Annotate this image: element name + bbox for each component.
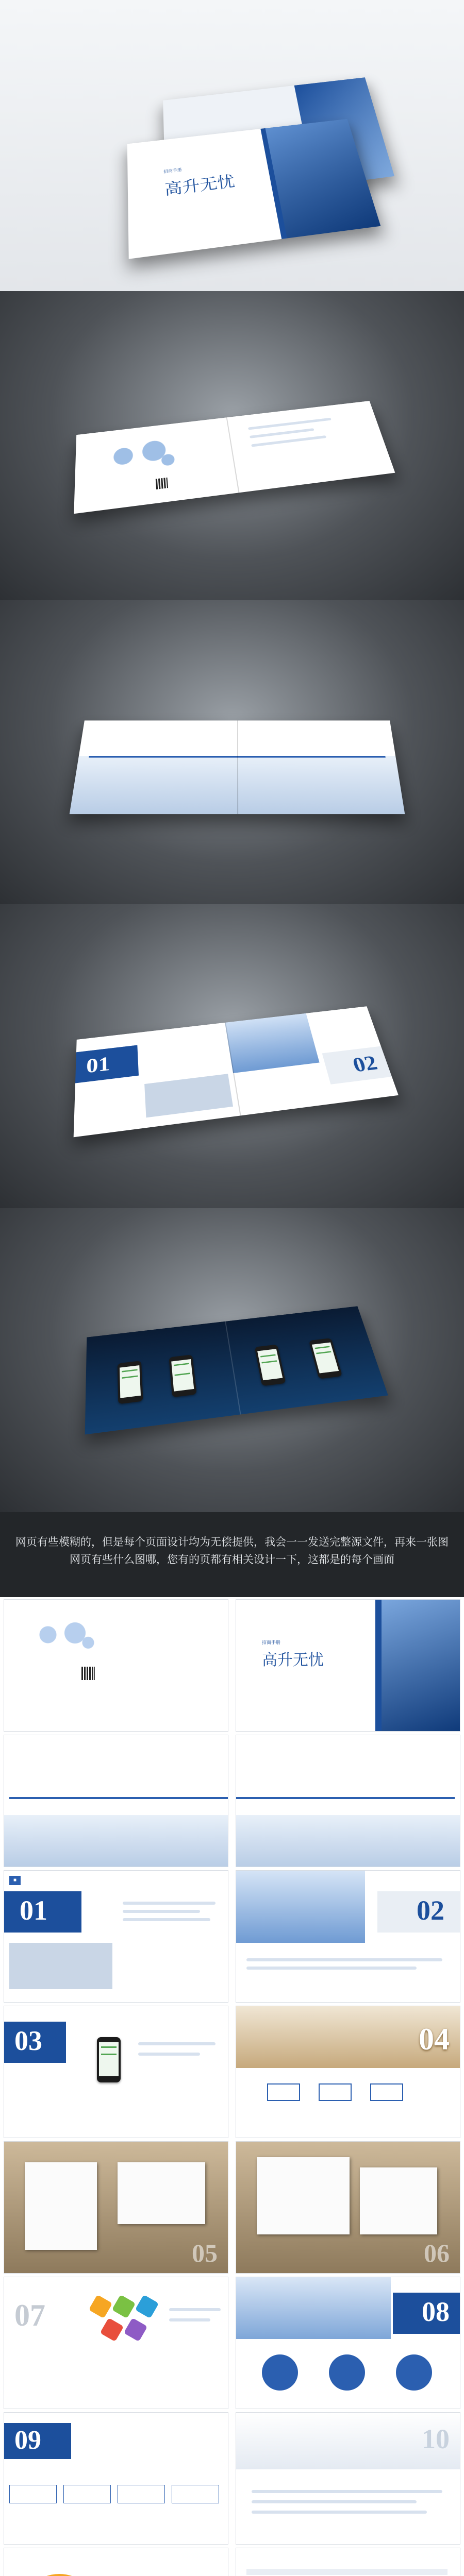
page-10 (236, 2413, 460, 2544)
notice-line-2: 网页有些什么图哪，您有的页都有相关设计一下，这都是的每个画面 (70, 1554, 394, 1566)
page-num-08: 08 (422, 2296, 450, 2327)
section-number-01: 01 (86, 1052, 110, 1078)
page-num-09: 09 (14, 2426, 41, 2455)
spiral-diagram (20, 2574, 99, 2576)
page-num-04: 04 (419, 2022, 450, 2056)
page-01-photo (9, 1943, 112, 1989)
timeline-spread (70, 720, 405, 814)
page-05 (4, 2142, 228, 2273)
page-cover-subtitle: 招商手册 (262, 1640, 281, 1646)
page-num-02: 02 (417, 1895, 444, 1926)
map-spread (74, 401, 395, 514)
qr-code (156, 478, 168, 489)
page-01-header: ■ (9, 1876, 21, 1885)
phone-spread (85, 1306, 388, 1434)
page-12 (236, 2548, 460, 2576)
cover-photo (382, 1600, 460, 1731)
page-num-06: 06 (424, 2239, 450, 2267)
spread-01-left (74, 1023, 240, 1137)
page-num-10: 10 (422, 2424, 450, 2454)
phone-2 (169, 1354, 197, 1397)
spread-02-right (225, 1006, 399, 1115)
cover-title: 高升无忧 (164, 173, 236, 199)
page-front-cover (236, 1600, 460, 1731)
cover-stripe (375, 1600, 382, 1731)
page-01 (4, 1871, 228, 2002)
page-06 (236, 2142, 460, 2273)
page-num-07: 07 (14, 2298, 45, 2332)
spread-02-photo (225, 1013, 319, 1073)
front-book (127, 119, 381, 259)
page-03-phone (97, 2037, 121, 2082)
mockup-timeline (0, 600, 464, 904)
page-timeline-left (4, 1735, 228, 1867)
phone-3 (255, 1344, 286, 1386)
page-07 (4, 2277, 228, 2409)
page-num-03: 03 (14, 2025, 42, 2056)
page-02-photo (236, 1871, 365, 1943)
phone-1 (118, 1361, 143, 1404)
page-03 (4, 2006, 228, 2138)
page-num-01: 01 (20, 1895, 47, 1926)
mockup-map (0, 291, 464, 600)
map-left-page (74, 417, 238, 514)
mockup-phones (0, 1208, 464, 1512)
qr-code-icon (81, 1667, 95, 1680)
page-09 (4, 2413, 228, 2544)
download-notice (0, 1512, 464, 1597)
page-11 (4, 2548, 228, 2576)
world-map-icon (25, 1620, 102, 1656)
page-num-05: 05 (192, 2239, 218, 2267)
spread-01-photo (144, 1074, 233, 1117)
cover-subtitle: 招商手册 (163, 167, 183, 175)
world-map-graphic (96, 435, 187, 482)
page-04 (236, 2006, 460, 2138)
section-number-02: 02 (350, 1051, 380, 1077)
spread-01-02 (74, 1006, 399, 1137)
page-back-cover (4, 1600, 228, 1731)
page-timeline-right (236, 1735, 460, 1867)
mockup-01-02 (0, 904, 464, 1208)
map-right-page (226, 401, 395, 493)
page-02 (236, 1871, 460, 2002)
page-cover-title: 高升无忧 (262, 1652, 324, 1669)
notice-line-1: 网页有些模糊的，但是每个页面设计均为无偿提供，我会一一发送完整源文件，再来一张图 (15, 1536, 449, 1548)
page-08 (236, 2277, 460, 2409)
phone-4 (309, 1338, 342, 1379)
mockup-cover (0, 0, 464, 291)
